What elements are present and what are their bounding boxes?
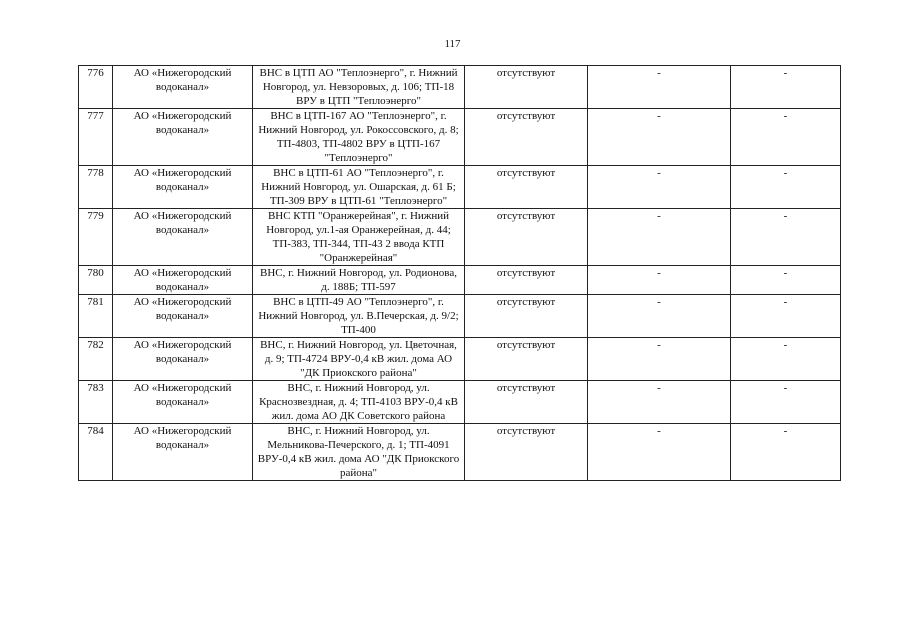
row-number-cell: 778 xyxy=(79,166,113,209)
table-row xyxy=(79,295,841,338)
organization-cell: АО «Нижегородский водоканал» xyxy=(113,338,253,381)
value-cell: - xyxy=(731,209,841,266)
value-cell: - xyxy=(588,266,731,295)
row-number-cell: 784 xyxy=(79,424,113,481)
status-cell: отсутствуют xyxy=(465,66,588,109)
organization-cell: АО «Нижегородский водоканал» xyxy=(113,109,253,166)
value-cell: - xyxy=(588,381,731,424)
table-row xyxy=(79,66,841,109)
value-cell: - xyxy=(731,338,841,381)
object-description-cell: ВНС, г. Нижний Новгород, ул. Мельникова-Печерского, д. 1; ТП-4091 ВРУ-0,4 кВ жил. дома АО "ДК Приокского района" xyxy=(253,424,465,481)
status-cell: отсутствуют xyxy=(465,109,588,166)
organization-cell: АО «Нижегородский водоканал» xyxy=(113,424,253,481)
organization-cell: АО «Нижегородский водоканал» xyxy=(113,166,253,209)
table-row xyxy=(79,166,841,209)
table-row xyxy=(79,424,841,481)
status-cell: отсутствуют xyxy=(465,381,588,424)
page-number: 117 xyxy=(444,38,461,50)
status-cell: отсутствуют xyxy=(465,166,588,209)
object-description-cell: ВНС в ЦТП АО "Теплоэнерго", г. Нижний Новгород, ул. Невзоровых, д. 106; ТП-18 ВРУ в ЦТП "Теплоэнерго" xyxy=(253,66,465,109)
value-cell: - xyxy=(588,295,731,338)
table-row xyxy=(79,381,841,424)
value-cell: - xyxy=(588,66,731,109)
status-cell: отсутствуют xyxy=(465,266,588,295)
object-description-cell: ВНС, г. Нижний Новгород, ул. Цветочная, д. 9; ТП-4724 ВРУ-0,4 кВ жил. дома АО "ДК Приокского района" xyxy=(253,338,465,381)
organization-cell: АО «Нижегородский водоканал» xyxy=(113,295,253,338)
row-number-cell: 782 xyxy=(79,338,113,381)
row-number-cell: 780 xyxy=(79,266,113,295)
row-number-cell: 776 xyxy=(79,66,113,109)
value-cell: - xyxy=(588,166,731,209)
object-description-cell: ВНС в ЦТП-61 АО "Теплоэнерго", г. Нижний Новгород, ул. Ошарская, д. 61 Б; ТП-309 ВРУ в ЦТП-61 "Теплоэнерго" xyxy=(253,166,465,209)
row-number-cell: 777 xyxy=(79,109,113,166)
status-cell: отсутствуют xyxy=(465,424,588,481)
value-cell: - xyxy=(731,109,841,166)
organization-cell: АО «Нижегородский водоканал» xyxy=(113,66,253,109)
object-description-cell: ВНС КТП "Оранжерейная", г. Нижний Новгород, ул.1-ая Оранжерейная, д. 44; ТП-383, ТП-344, ТП-43 2 ввода КТП "Оранжерейная" xyxy=(253,209,465,266)
row-number-cell: 781 xyxy=(79,295,113,338)
row-number-cell: 779 xyxy=(79,209,113,266)
status-cell: отсутствуют xyxy=(465,295,588,338)
status-cell: отсутствуют xyxy=(465,209,588,266)
value-cell: - xyxy=(588,338,731,381)
object-description-cell: ВНС, г. Нижний Новгород, ул. Краснозвездная, д. 4; ТП-4103 ВРУ-0,4 кВ жил. дома АО ДК Советского района xyxy=(253,381,465,424)
value-cell: - xyxy=(731,66,841,109)
value-cell: - xyxy=(731,166,841,209)
status-cell: отсутствуют xyxy=(465,338,588,381)
object-description-cell: ВНС в ЦТП-167 АО "Теплоэнерго", г. Нижний Новгород, ул. Рокоссовского, д. 8; ТП-4803, ТП-4802 ВРУ в ЦТП-167 "Теплоэнерго" xyxy=(253,109,465,166)
value-cell: - xyxy=(731,381,841,424)
organization-cell: АО «Нижегородский водоканал» xyxy=(113,381,253,424)
value-cell: - xyxy=(588,424,731,481)
objects-table xyxy=(78,65,841,481)
object-description-cell: ВНС, г. Нижний Новгород, ул. Родионова, д. 188Б; ТП-597 xyxy=(253,266,465,295)
value-cell: - xyxy=(588,209,731,266)
table-row xyxy=(79,338,841,381)
table-row xyxy=(79,109,841,166)
value-cell: - xyxy=(731,295,841,338)
table-row xyxy=(79,209,841,266)
value-cell: - xyxy=(731,424,841,481)
value-cell: - xyxy=(731,266,841,295)
row-number-cell: 783 xyxy=(79,381,113,424)
table-row xyxy=(79,266,841,295)
object-description-cell: ВНС в ЦТП-49 АО "Теплоэнерго", г. Нижний Новгород, ул. В.Печерская, д. 9/2; ТП-400 xyxy=(253,295,465,338)
organization-cell: АО «Нижегородский водоканал» xyxy=(113,209,253,266)
value-cell: - xyxy=(588,109,731,166)
organization-cell: АО «Нижегородский водоканал» xyxy=(113,266,253,295)
